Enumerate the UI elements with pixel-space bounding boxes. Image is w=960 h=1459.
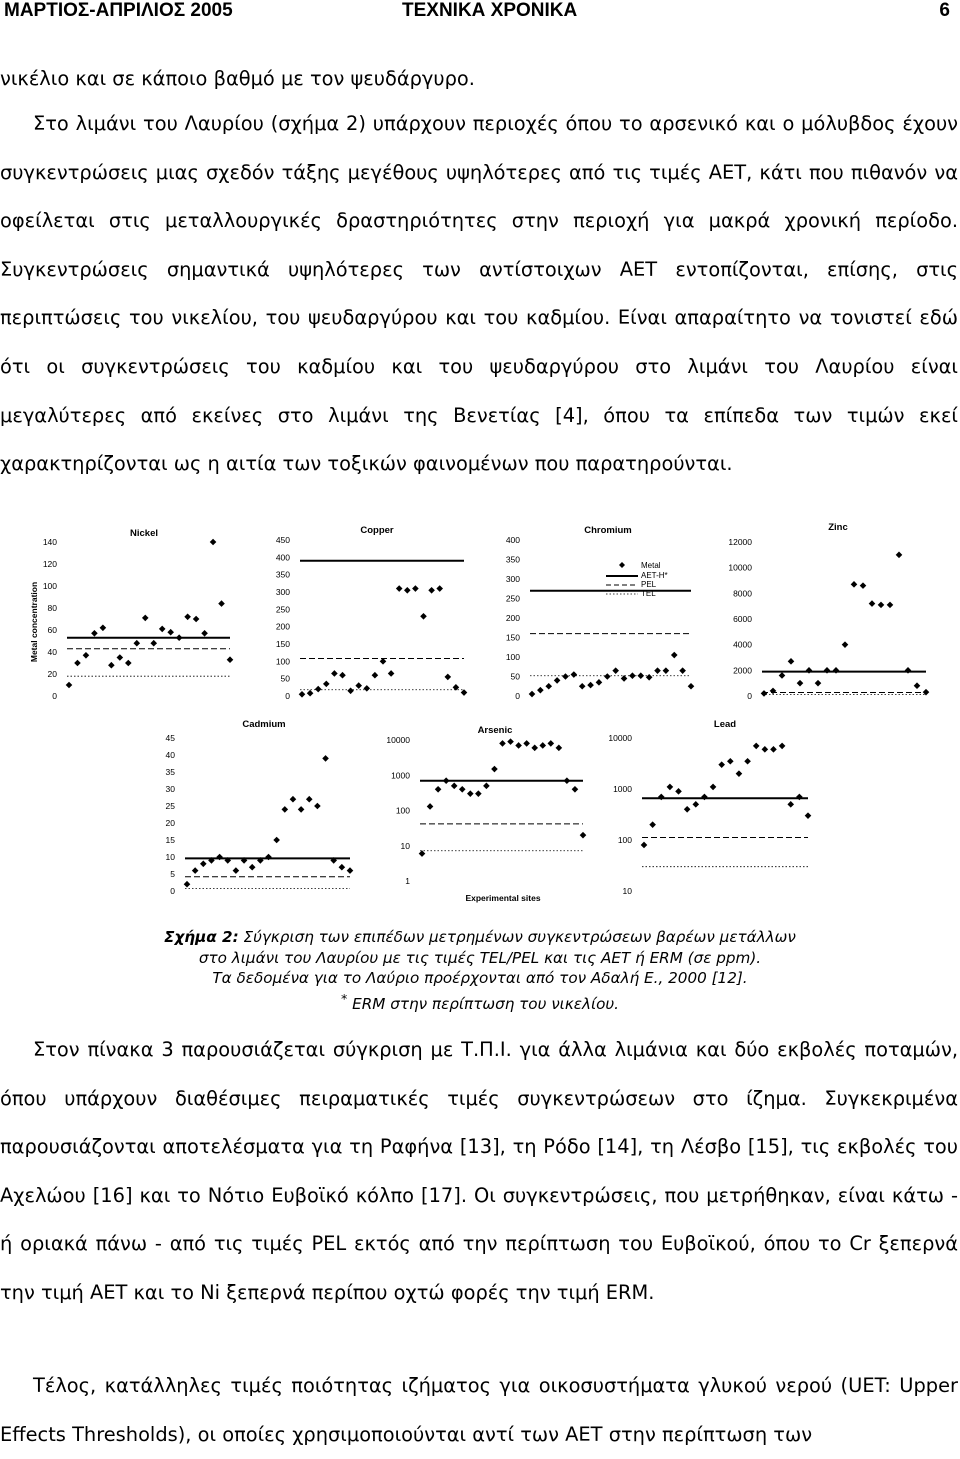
cadmium-data-point: [282, 806, 289, 813]
zinc-data-point: [914, 682, 921, 689]
lead-data-point: [718, 761, 725, 768]
copper-data-point: [428, 587, 435, 594]
copper-y-tick-label: 200: [275, 621, 290, 632]
copper-data-point: [412, 585, 419, 592]
lead-y-tick-label: 10000: [608, 733, 632, 743]
copper-y-tick-label: 350: [275, 569, 290, 580]
lead-data-point: [753, 743, 760, 750]
chromium-y-tick-label: 250: [505, 593, 520, 604]
copper-y-tick-label: 0: [285, 691, 290, 701]
cadmium-y-tick-label: 30: [165, 784, 175, 794]
lead-data-point: [787, 801, 794, 808]
caption-label: Σχήμα 2:: [164, 928, 239, 946]
zinc-y-tick-label: 2000: [733, 665, 752, 676]
copper-data-point: [299, 691, 306, 698]
chromium-data-point: [621, 675, 628, 682]
chromium-data-point: [554, 677, 561, 684]
copper-y-tick-label: 250: [275, 604, 290, 615]
chromium-data-point: [579, 683, 586, 690]
nickel-data-point: [193, 616, 200, 623]
zinc-data-point: [806, 667, 813, 674]
cadmium-y-tick-label: 15: [165, 835, 175, 845]
paragraph-intro-continuation: νικέλιο και σε κάποιο βαθμό με τον ψευδάργυρο.: [0, 67, 475, 90]
nickel-y-tick-label: 0: [52, 691, 57, 701]
caption-line-4: [60, 989, 900, 1015]
copper-data-point: [396, 585, 403, 592]
lead-data-point: [762, 746, 769, 753]
lead-data-point: [779, 743, 786, 750]
arsenic-data-point: [435, 786, 442, 793]
nickel-data-point: [184, 614, 191, 621]
y-axis-label: Metal concentration: [29, 581, 39, 663]
cadmium-data-point: [322, 755, 329, 762]
chromium-y-tick-label: 350: [505, 554, 520, 565]
zinc-data-point: [842, 641, 849, 648]
cadmium-data-point: [200, 861, 207, 868]
arsenic-data-point: [531, 745, 538, 752]
lead-y-tick-label: 100: [617, 835, 632, 845]
nickel-data-point: [100, 625, 107, 632]
paragraph-freshwater-uet: Τέλος, κατάλληλες τιμές ποιότητας ιζήματος για οικοσυστήματα γλυκού νερού (UET: Upper Effects Thresholds), οι οποίες χρησιμοποιούνται αντί των ΑΕΤ στην περίπτωση των: [0, 1374, 958, 1446]
nickel-y-tick-label: 140: [42, 537, 57, 547]
arsenic-data-point: [507, 738, 514, 745]
nickel-data-point: [117, 654, 124, 661]
arsenic-data-point: [443, 777, 450, 784]
zinc-data-point: [797, 680, 804, 687]
nickel-data-point: [74, 660, 81, 667]
lead-chart-title: Lead: [713, 719, 737, 730]
caption-line-2: στο λιμάνι του Λαυρίου με τις τιμές TEL/PEL και τις AET ή ERM (σε ppm).: [198, 948, 762, 967]
copper-y-tick-label: 300: [275, 587, 290, 597]
lead-data-point: [727, 758, 734, 765]
cadmium-data-point: [233, 867, 240, 874]
nickel-data-point: [159, 626, 166, 633]
legend-tel-label: TEL: [641, 589, 656, 598]
copper-data-point: [307, 690, 314, 697]
arsenic-data-point: [548, 740, 555, 747]
chromium-y-tick-label: 300: [505, 574, 520, 584]
cadmium-y-tick-label: 35: [165, 767, 175, 777]
nickel-data-point: [150, 640, 157, 647]
arsenic-data-point: [451, 783, 458, 790]
arsenic-data-point: [556, 745, 563, 752]
nickel-data-point: [91, 630, 98, 637]
zinc-y-tick-label: 10000: [728, 562, 752, 573]
cadmium-data-point: [192, 867, 199, 874]
cadmium-data-point: [249, 864, 256, 871]
lead-data-point: [649, 821, 656, 828]
chromium-data-point: [545, 683, 552, 690]
caption-line-3: Τα δεδομένα για το Λαύριο προέρχονται από τον Αδαλή Ε., 2000 [12].: [212, 969, 748, 987]
nickel-y-tick-label: 40: [47, 647, 57, 657]
arsenic-data-point: [419, 850, 426, 857]
copper-data-point: [331, 670, 338, 677]
caption-text-1: Σύγκριση των επιπέδων μετρημένων συγκεντρώσεων βαρέων μετάλλων: [243, 928, 796, 946]
nickel-data-point: [125, 660, 132, 667]
chromium-data-point: [596, 679, 603, 686]
lead-data-point: [684, 806, 691, 813]
zinc-data-point: [869, 600, 876, 607]
zinc-data-point: [878, 602, 885, 609]
zinc-data-point: [833, 667, 840, 674]
legend-metal-label: Metal: [641, 561, 661, 570]
lead-data-point: [770, 746, 777, 753]
arsenic-data-point: [499, 740, 506, 747]
lead-data-point: [658, 794, 665, 801]
zinc-data-point: [761, 690, 768, 697]
chromium-data-point: [679, 667, 686, 674]
cadmium-y-tick-label: 0: [170, 886, 175, 896]
lead-data-point: [701, 794, 708, 801]
legend-metal-marker: [619, 562, 625, 568]
zinc-y-tick-label: 12000: [728, 537, 752, 547]
zinc-data-point: [770, 688, 777, 695]
arsenic-y-tick-label: 100: [395, 805, 410, 816]
chromium-data-point: [637, 672, 644, 679]
zinc-data-point: [824, 667, 831, 674]
arsenic-data-point: [515, 742, 522, 749]
chromium-data-point: [688, 683, 695, 690]
chromium-y-tick-label: 100: [505, 652, 520, 662]
lead-data-point: [692, 801, 699, 808]
chromium-chart-title: Chromium: [584, 525, 632, 536]
cadmium-data-point: [314, 803, 321, 810]
chromium-y-tick-label: 200: [505, 613, 520, 623]
nickel-data-point: [218, 600, 225, 607]
arsenic-data-point: [539, 742, 546, 749]
copper-y-tick-label: 150: [275, 639, 290, 649]
chromium-data-point: [646, 674, 653, 681]
chromium-y-tick-label: 150: [505, 632, 520, 643]
cadmium-data-point: [273, 837, 280, 844]
zinc-data-point: [815, 680, 822, 687]
caption-line-1: [60, 927, 900, 948]
cadmium-data-point: [306, 796, 313, 803]
page-header: [4, 0, 956, 26]
copper-data-point: [388, 670, 395, 677]
lead-data-point: [641, 842, 648, 849]
arsenic-data-point: [467, 790, 474, 797]
copper-data-point: [315, 686, 322, 693]
zinc-y-tick-label: 0: [747, 691, 752, 701]
legend-pel-label: PEL: [641, 580, 657, 589]
legend-aet-label: AET-H*: [641, 571, 668, 580]
cadmium-chart-title: Cadmium: [242, 719, 286, 730]
zinc-data-point: [788, 658, 795, 665]
copper-y-tick-label: 450: [275, 535, 290, 545]
lead-data-point: [744, 758, 751, 765]
zinc-y-tick-label: 8000: [733, 588, 752, 599]
zinc-y-tick-label: 4000: [733, 639, 752, 650]
arsenic-data-point: [564, 777, 571, 784]
chromium-data-point: [587, 682, 594, 689]
arsenic-data-point: [491, 766, 498, 773]
zinc-data-point: [860, 582, 867, 589]
lead-data-point: [805, 812, 812, 819]
copper-y-tick-label: 100: [275, 656, 290, 667]
copper-data-point: [323, 681, 330, 688]
arsenic-data-point: [523, 740, 530, 747]
copper-data-point: [420, 613, 427, 620]
cadmium-data-point: [290, 796, 297, 803]
copper-data-point: [339, 672, 346, 679]
lead-data-point: [796, 794, 803, 801]
header-page-number: 6: [939, 0, 950, 21]
chromium-data-point: [671, 652, 678, 659]
zinc-data-point: [887, 602, 894, 609]
lead-y-tick-label: 1000: [613, 784, 632, 794]
nickel-data-point: [167, 629, 174, 636]
copper-chart-title: Copper: [360, 525, 394, 536]
arsenic-y-tick-label: 1000: [391, 770, 410, 781]
arsenic-data-point: [459, 786, 466, 793]
cadmium-y-tick-label: 45: [165, 733, 175, 743]
nickel-y-tick-label: 60: [47, 625, 57, 635]
arsenic-data-point: [580, 832, 587, 839]
nickel-data-point: [83, 652, 90, 659]
copper-data-point: [436, 585, 443, 592]
copper-data-point: [461, 689, 468, 696]
chromium-data-point: [529, 691, 536, 698]
arsenic-y-tick-label: 1: [405, 876, 410, 886]
copper-data-point: [372, 672, 379, 679]
nickel-chart-title: Nickel: [130, 528, 158, 539]
copper-data-point: [347, 688, 354, 695]
x-axis-label: Experimental sites: [465, 893, 541, 903]
lead-data-point: [710, 784, 717, 791]
chromium-data-point: [663, 667, 670, 674]
chromium-data-point: [562, 673, 569, 680]
cadmium-y-tick-label: 5: [170, 869, 175, 879]
cadmium-data-point: [298, 806, 305, 813]
cadmium-y-tick-label: 25: [165, 801, 175, 811]
copper-data-point: [355, 682, 362, 689]
arsenic-data-point: [483, 783, 490, 790]
figure-caption: [60, 927, 900, 1014]
nickel-y-tick-label: 120: [42, 559, 57, 569]
chromium-y-tick-label: 0: [515, 691, 520, 701]
lead-y-tick-label: 10: [622, 886, 632, 896]
charts-container: [43, 522, 929, 896]
zinc-data-point: [896, 552, 903, 559]
arsenic-y-tick-label: 10: [400, 840, 410, 851]
copper-y-tick-label: 50: [280, 673, 290, 684]
chromium-data-point: [604, 673, 611, 680]
zinc-data-point: [905, 667, 912, 674]
paragraph-table-3: Στον πίνακα 3 παρουσιάζεται σύγκριση με Τ.Π.Ι. για άλλα λιμάνια και δύο εκβολές ποταμών, όπου υπάρχουν διαθέσιμες πειραματικές τιμές συγκεντρώσεων στο ίζημα. Συγκεκριμένα παρουσιάζονται αποτελέσματα για τη Ραφήνα [13], τη Ρόδο [14], τη Λέσβο [15], τις εκβολές του Αχελώου [16] και το Νότιο Ευβοϊκό κόλπο [17]. Οι συγκεντρώσεις, που μετρήθηκαν, είναι κάτω - ή οριακά πάνω - από τις τιμές PEL εκτός από την περίπτωση του Ευβοϊκού, όπου το Cr ξεπερνά την τιμή ΑΕΤ και το Ni ξεπερνά περίπου οχτώ φορές την τιμή ERM.: [0, 1038, 958, 1304]
cadmium-data-point: [347, 867, 354, 874]
chromium-data-point: [629, 672, 636, 679]
arsenic-data-point: [475, 790, 482, 797]
header-issue-date: ΜΑΡΤΙΟΣ-ΑΠΡΙΛΙΟΣ 2005: [4, 0, 233, 21]
nickel-y-tick-label: 80: [47, 603, 57, 613]
cadmium-y-tick-label: 20: [165, 818, 175, 828]
cadmium-data-point: [184, 881, 191, 888]
nickel-data-point: [227, 656, 234, 663]
nickel-data-point: [210, 539, 217, 546]
nickel-data-point: [108, 662, 115, 669]
copper-data-point: [364, 685, 371, 692]
nickel-data-point: [133, 640, 140, 647]
lead-data-point: [675, 788, 682, 795]
chromium-y-tick-label: 50: [510, 671, 520, 682]
heavy-metals-figure: [0, 500, 960, 910]
chromium-data-point: [537, 687, 544, 694]
nickel-data-point: [176, 634, 183, 641]
nickel-y-tick-label: 100: [42, 581, 57, 591]
paragraph-lavrio-port: Στο λιμάνι του Λαυρίου (σχήμα 2) υπάρχουν περιοχές όπου το αρσενικό και ο μόλυβδος έχουν συγκεντρώσεις μιας σχεδόν τάξης μεγέθους υψηλότερες από τις τιμές ΑΕΤ, κάτι που πιθανόν να οφείλεται στις μεταλλουργικές δραστηριότητες στην περιοχή για μακρά χρονική περίοδο. Συγκεντρώσεις σημαντικά υψηλότερες των αντίστοιχων ΑΕΤ εντοπίζονται, επίσης, στις περιπτώσεις του νικελίου, του ψευδαργύρου και του καδμίου. Είναι απαραίτητο να τονιστεί εδώ ότι οι συγκεντρώσεις του καδμίου και του ψευδαργύρου στο λιμάνι του Λαυρίου είναι μεγαλύτερες από εκείνες στο λιμάνι της Βενετίας [4], όπου τα επίπεδα των τιμών εκεί χαρακτηρίζονται ως η αιτία των τοξικών φαινομένων που παρατηρούνται.: [0, 112, 958, 476]
arsenic-data-point: [572, 786, 579, 793]
zinc-data-point: [851, 581, 858, 588]
caption-asterisk: *: [340, 990, 348, 1006]
chromium-data-point: [612, 667, 619, 674]
nickel-data-point: [142, 615, 149, 622]
arsenic-chart-title: Arsenic: [477, 725, 513, 736]
copper-data-point: [445, 674, 452, 681]
nickel-data-point: [66, 682, 73, 689]
copper-y-tick-label: 400: [275, 552, 290, 563]
chromium-data-point: [654, 667, 661, 674]
cadmium-y-tick-label: 10: [165, 852, 175, 862]
zinc-data-point: [779, 672, 786, 679]
lead-data-point: [667, 784, 674, 791]
header-journal-title: ΤΕΧΝΙΚΑ ΧΡΟΝΙΚΑ: [402, 0, 578, 21]
cadmium-y-tick-label: 40: [165, 750, 175, 760]
arsenic-data-point: [427, 803, 434, 810]
arsenic-y-tick-label: 10000: [386, 735, 410, 745]
nickel-data-point: [201, 630, 208, 637]
lead-data-point: [736, 770, 743, 777]
chromium-y-tick-label: 400: [505, 535, 520, 545]
caption-text-4: ERM στην περίπτωση του νικελίου.: [352, 994, 620, 1013]
zinc-chart-title: Zinc: [828, 522, 848, 533]
cadmium-data-point: [339, 864, 346, 871]
zinc-y-tick-label: 6000: [733, 614, 752, 624]
copper-data-point: [404, 587, 411, 594]
chromium-data-point: [571, 671, 578, 678]
nickel-y-tick-label: 20: [47, 669, 57, 679]
